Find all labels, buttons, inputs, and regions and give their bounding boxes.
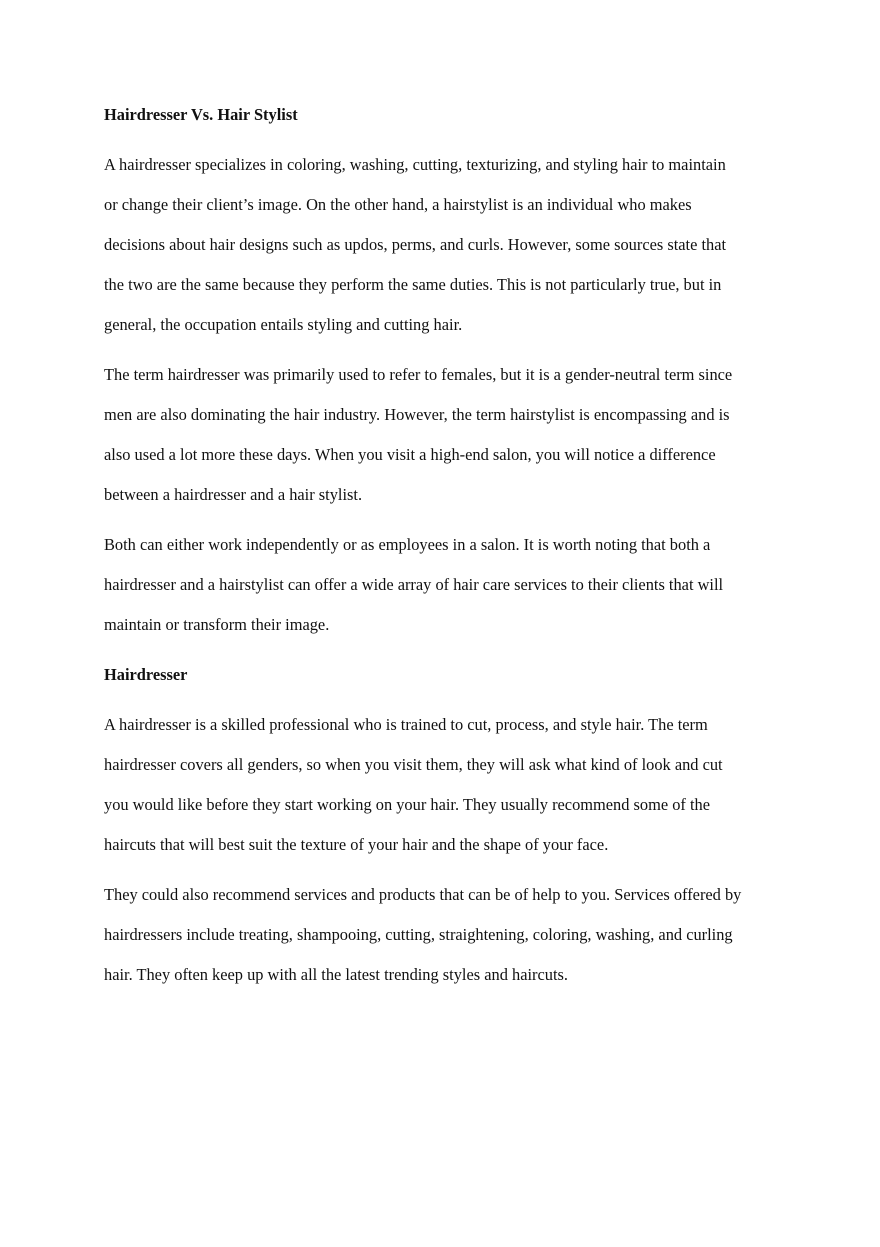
paragraph-line: hair. They often keep up with all the latest trending styles and haircuts.: [104, 965, 568, 984]
paragraph-line: They could also recommend services and products that can be of help to you. Services offered by: [104, 885, 742, 904]
paragraph-hairdresser-role: [104, 710, 789, 859]
paragraph-hairdresser-services: [104, 880, 789, 989]
paragraph-line: or change their client’s image. On the other hand, a hairstylist is an individual who makes: [104, 195, 692, 214]
paragraph-definitions: [104, 150, 789, 339]
paragraph-line: hairdresser covers all genders, so when you visit them, they will ask what kind of look and cut: [104, 755, 723, 774]
paragraph-work-settings: [104, 530, 789, 639]
paragraph-line: A hairdresser specializes in coloring, washing, cutting, texturizing, and styling hair to maintain: [104, 155, 726, 174]
document-body: [104, 100, 789, 1010]
paragraph-term-usage: [104, 360, 789, 509]
paragraph-line: also used a lot more these days. When you visit a high-end salon, you will notice a difference: [104, 445, 716, 464]
section-heading-hairdresser: Hairdresser: [104, 665, 188, 684]
paragraph-line: between a hairdresser and a hair stylist.: [104, 485, 363, 504]
section-heading-hairdresser-vs-hair-stylist: Hairdresser Vs. Hair Stylist: [104, 105, 298, 124]
paragraph-line: the two are the same because they perform the same duties. This is not particularly true, but in: [104, 275, 722, 294]
paragraph-line: hairdresser and a hairstylist can offer a wide array of hair care services to their clients that will: [104, 575, 724, 594]
paragraph-line: maintain or transform their image.: [104, 615, 330, 634]
paragraph-line: you would like before they start working on your hair. They usually recommend some of the: [104, 795, 711, 814]
paragraph-line: haircuts that will best suit the texture of your hair and the shape of your face.: [104, 835, 609, 854]
paragraph-line: Both can either work independently or as employees in a salon. It is worth noting that both a: [104, 535, 711, 554]
paragraph-line: hairdressers include treating, shampooing, cutting, straightening, coloring, washing, and curling: [104, 925, 733, 944]
paragraph-line: decisions about hair designs such as updos, perms, and curls. However, some sources state that: [104, 235, 727, 254]
paragraph-line: general, the occupation entails styling and cutting hair.: [104, 315, 463, 334]
paragraph-line: The term hairdresser was primarily used to refer to females, but it is a gender-neutral term since: [104, 365, 733, 384]
paragraph-line: men are also dominating the hair industry. However, the term hairstylist is encompassing and is: [104, 405, 730, 424]
paragraph-line: A hairdresser is a skilled professional who is trained to cut, process, and style hair. The term: [104, 715, 708, 734]
